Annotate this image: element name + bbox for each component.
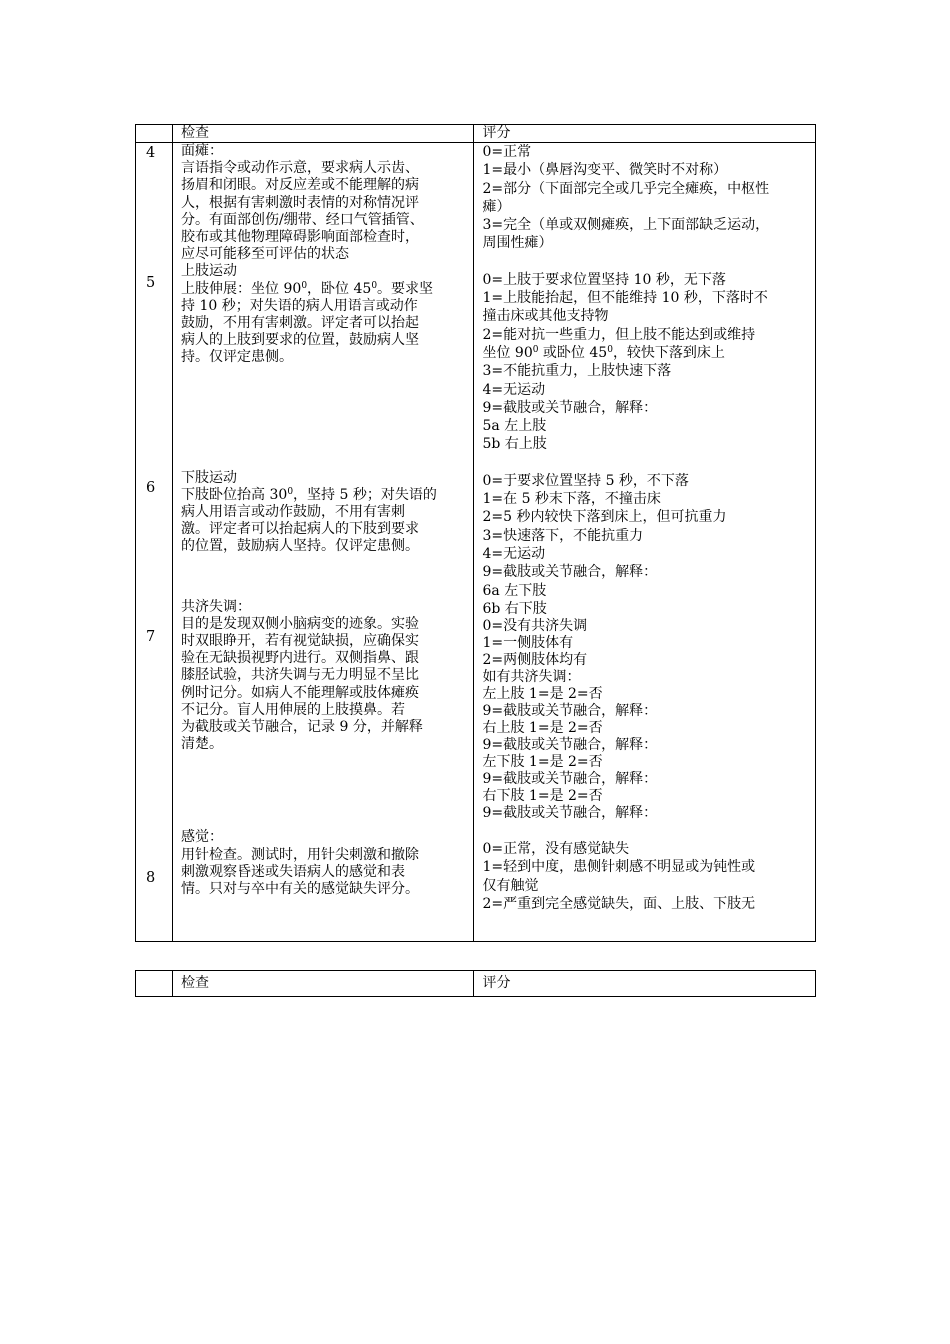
exam-item-6-title: 下肢运动 xyxy=(181,469,238,486)
exam-item-4-title: 面瘫： xyxy=(181,143,224,159)
score-item-5: 0=上肢于要求位置坚持 10 秒，无下落 1=上肢能抬起，但不能维持 10 秒，下落时不 撞击床或其他支持物 2=能对抗一些重力，但上肢不能达到或维持 坐位 $90^0$ 或卧位 $45^0$，较快下落到床上 3=不能抗重力，上肢快速下落 4=无运动 9=截肢或关节融合，解释： 5a 左上肢 5b 右上肢 xyxy=(482,271,768,453)
table-header-row xyxy=(136,971,816,997)
exam-column xyxy=(173,143,474,942)
exam-item-4: 面瘫： 言语指令或动作示意，要求病人示齿、 扬眉和闭眼。对反应差或不能理解的病 人，根据有害刺激时表情的对称情况评 分。有面部创伤/绷带、经口气管插管、 胶布或其他物理障碍影响面部检查时， 应尽可能移至可评估的状态 xyxy=(181,143,470,263)
spacer xyxy=(482,454,812,472)
item-number-5: 5 xyxy=(146,275,156,291)
item-number-6: 6 xyxy=(146,480,156,496)
score-item-7: 0=没有共济失调 1=一侧肢体有 2=两侧肢体均有 如有共济失调： 左上肢 1=是 2=否 9=截肢或关节融合，解释： 右上肢 1=是 2=否 9=截肢或关节融合，解释： 左下肢 1=是 2=否 9=截肢或关节融合，解释： 右下肢 1=是 2=否 9=截肢或关节融合，解释： xyxy=(482,618,658,822)
spacer xyxy=(181,753,470,829)
spacer xyxy=(181,556,470,599)
spacer xyxy=(482,253,812,271)
exam-item-8-title: 感觉： xyxy=(181,829,224,846)
header-exam-label: 检查 xyxy=(181,975,210,991)
nihss-table-main xyxy=(135,124,816,942)
score-item-4: 0=正常 1=最小（鼻唇沟变平、微笑时不对称） 2=部分（下面部完全或几乎完全瘫痪，中枢性 瘫） 3=完全（单或双侧瘫痪，上下面部缺乏运动， 周围性瘫） xyxy=(482,144,770,252)
header-score-label: 评分 xyxy=(482,975,511,991)
table-header-row xyxy=(136,125,816,143)
exam-item-5-title: 上肢运动 xyxy=(181,263,238,280)
exam-item-7-title: 共济失调： xyxy=(181,598,252,615)
item-number-7: 7 xyxy=(146,629,156,645)
header-exam-label: 检查 xyxy=(181,125,210,141)
header-num-cell xyxy=(136,971,173,997)
exam-item-6: 下肢运动 下肢卧位抬高 $30^0$，坚持 5 秒；对失语的 病人用语言或动作鼓励，不用有害刺 激。评定者可以抬起病人的下肢到要求 的位置，鼓励病人坚持。仅评定患侧。 xyxy=(181,470,470,556)
score-item-6: 0=于要求位置坚持 5 秒，不下落 1=在 5 秒末下落，不撞击床 2=5 秒内较快下落到床上，但可抗重力 3=快速落下，不能抗重力 4=无运动 9=截肢或关节融合，解释： 6a 左下肢 6b 右下肢 xyxy=(482,472,727,617)
header-exam-cell xyxy=(173,125,474,143)
exam-item-5: 上肢运动 上肢伸展：坐位 $90^0$，卧位 $45^0$。要求坚 持 10 秒；对失语的病人用语言或动作 鼓励，不用有害刺激。评定者可以抬起 病人的上肢到要求的位置，鼓励病人坚 持。仅评定患侧。 xyxy=(181,263,470,366)
spacer xyxy=(482,822,812,840)
item-number-8: 8 xyxy=(146,870,156,886)
exam-item-8: 感觉： 用针检查。测试时，用针尖刺激和撤除 刺激观察昏迷或失语病人的感觉和表 情。只对与卒中有关的感觉缺失评分。 xyxy=(181,829,470,898)
header-score-cell xyxy=(474,971,816,997)
score-item-8: 0=正常，没有感觉缺失 1=轻到中度，患侧针刺感不明显或为钝性或 仅有触觉 2=严重到完全感觉缺失，面、上肢、下肢无 xyxy=(482,841,756,913)
header-num-cell xyxy=(136,125,173,143)
exam-item-7: 共济失调： 目的是发现双侧小脑病变的迹象。实验 时双眼睁开，若有视觉缺损，应确保实 验在无缺损视野内进行。双侧指鼻、跟 膝胫试验，共济失调与无力明显不呈比 例时记分。如病人不能理解或肢体瘫痪 不记分。盲人用伸展的上肢摸鼻。若 为截肢或关节融合，记录 9 分，并解释 清楚。 xyxy=(181,599,470,754)
score-column xyxy=(474,143,816,942)
header-exam-cell xyxy=(173,971,474,997)
nihss-table-continued xyxy=(135,970,816,997)
header-score-label: 评分 xyxy=(482,125,511,141)
item-number-4: 4 xyxy=(146,145,156,161)
table-body-row xyxy=(136,143,816,942)
header-score-cell xyxy=(474,125,816,143)
item-number-column xyxy=(136,143,173,942)
spacer xyxy=(181,367,470,470)
